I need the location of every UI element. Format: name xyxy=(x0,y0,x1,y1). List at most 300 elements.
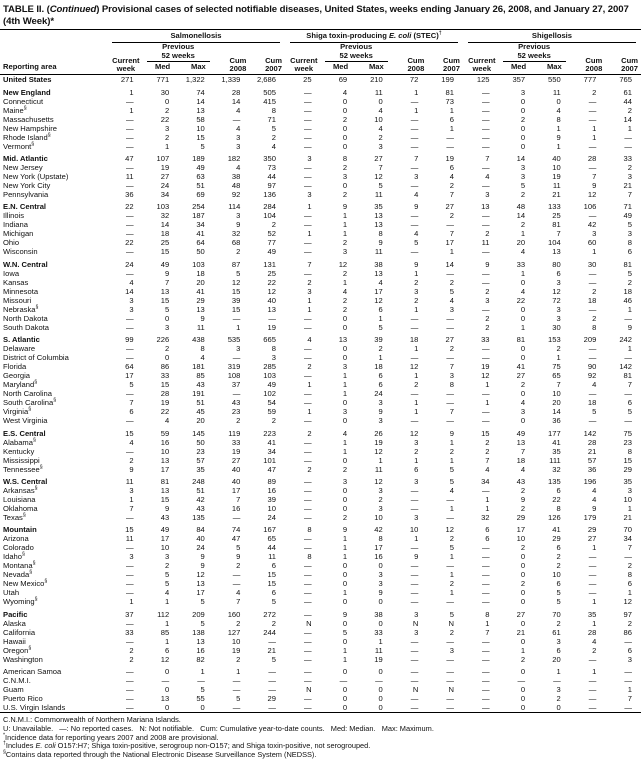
value-cell: 58 xyxy=(196,114,205,124)
table-row xyxy=(0,344,641,353)
value-cell: 86 xyxy=(623,627,632,637)
value-cell: 41 xyxy=(516,362,526,372)
value-cell: 187 xyxy=(192,211,205,221)
value-cell: 665 xyxy=(263,335,276,345)
value-cell: 1 xyxy=(449,503,454,513)
value-cell: 44 xyxy=(267,543,276,553)
value-cell: 33 xyxy=(125,627,134,637)
value-cell: 8 xyxy=(485,609,490,619)
value-cell: 1 xyxy=(414,105,419,115)
value-cell: 41 xyxy=(267,437,276,447)
value-cell: 1 xyxy=(342,380,348,390)
value-cell: 5 xyxy=(164,304,170,314)
value-cell: 5 xyxy=(129,380,134,390)
value-cell: 33 xyxy=(231,437,241,447)
value-cell: 61 xyxy=(552,627,561,637)
value-cell: 4 xyxy=(164,416,170,426)
value-cell: 30 xyxy=(160,87,170,97)
table-row xyxy=(0,278,641,287)
footnote-line xyxy=(3,751,638,760)
value-cell: — xyxy=(481,87,490,97)
value-cell: 38 xyxy=(374,259,383,269)
value-cell: — xyxy=(446,389,454,399)
value-cell: 4 xyxy=(271,141,276,151)
value-cell: 0 xyxy=(520,141,526,151)
value-cell: — xyxy=(303,503,312,513)
value-cell: 0 xyxy=(520,636,526,646)
value-cell: 17 xyxy=(516,525,526,535)
value-cell: 5 xyxy=(449,476,454,486)
area-cell: Louisiana xyxy=(3,494,36,504)
value-cell: — xyxy=(232,676,241,686)
value-cell: 102 xyxy=(263,389,276,399)
value-cell: 9 xyxy=(378,407,383,417)
value-cell: N xyxy=(306,618,312,628)
area-cell: Mid. Atlantic xyxy=(3,153,48,163)
value-cell: 2 xyxy=(307,362,312,372)
value-cell: 23 xyxy=(231,407,241,417)
value-cell: 0 xyxy=(556,703,561,713)
value-cell: 138 xyxy=(192,627,205,637)
value-cell: N xyxy=(448,685,454,695)
value-cell: 2 xyxy=(485,322,490,332)
text-part: Shiga toxin-producing xyxy=(306,31,389,40)
value-cell: 10 xyxy=(160,446,170,456)
value-cell: 15 xyxy=(160,247,170,257)
footnote-marker: § xyxy=(22,512,26,519)
value-cell: 14 xyxy=(231,96,241,106)
value-cell: 1 xyxy=(556,141,561,151)
value-cell: 2 xyxy=(485,286,490,296)
value-cell: 3 xyxy=(627,171,632,181)
value-cell: — xyxy=(481,667,490,677)
value-cell: 2 xyxy=(414,277,419,287)
value-cell: 3 xyxy=(485,295,490,305)
value-cell: — xyxy=(446,694,454,704)
value-cell: 14 xyxy=(516,211,526,221)
table-row xyxy=(0,97,641,106)
current-week-header xyxy=(107,43,143,75)
value-cell: 73 xyxy=(445,96,454,106)
value-cell: 0 xyxy=(342,561,348,571)
value-cell: 33 xyxy=(516,259,526,269)
value-cell: 0 xyxy=(342,123,348,133)
value-cell: 1 xyxy=(556,667,561,677)
value-cell: 5 xyxy=(414,238,419,248)
value-cell: 5 xyxy=(449,286,454,296)
value-cell: — xyxy=(588,268,597,278)
value-cell: — xyxy=(410,503,419,513)
value-cell: 23 xyxy=(196,446,205,456)
value-cell: 19 xyxy=(160,162,170,172)
value-cell: 40 xyxy=(267,295,276,305)
table-row xyxy=(0,260,641,269)
table-row xyxy=(0,335,641,344)
value-cell: 5 xyxy=(200,685,205,695)
value-cell: — xyxy=(588,703,597,713)
value-cell: 3 xyxy=(307,153,312,163)
value-cell: — xyxy=(303,703,312,713)
med-header: Med xyxy=(510,62,527,72)
value-cell: 1 xyxy=(414,268,419,278)
value-cell: 6 xyxy=(414,464,419,474)
value-cell: 42 xyxy=(374,525,383,535)
value-cell: — xyxy=(481,180,490,190)
value-cell: 12 xyxy=(374,476,383,486)
value-cell: 0 xyxy=(520,561,526,571)
area-cell: Florida xyxy=(3,362,27,372)
table-row xyxy=(0,685,641,694)
value-cell: 4 xyxy=(342,428,348,438)
area-cell: United States xyxy=(3,75,52,85)
value-cell: 49 xyxy=(196,162,205,172)
value-cell: 42 xyxy=(587,220,597,230)
value-cell: — xyxy=(126,132,134,142)
table-row xyxy=(0,407,641,416)
value-cell: 7 xyxy=(129,503,134,513)
previous-52-weeks-header xyxy=(499,43,570,63)
value-cell: — xyxy=(588,588,597,598)
value-cell: 43 xyxy=(196,380,205,390)
value-cell: 6 xyxy=(378,380,383,390)
value-cell: — xyxy=(410,313,419,323)
value-cell: 34 xyxy=(481,476,490,486)
table-row xyxy=(0,579,641,588)
value-cell: 24 xyxy=(125,259,134,269)
value-cell: 3 xyxy=(378,416,383,426)
value-cell: — xyxy=(446,141,454,151)
value-cell: 22 xyxy=(160,114,170,124)
value-cell: 13 xyxy=(196,304,205,314)
value-cell: 135 xyxy=(192,512,205,522)
value-cell: 36 xyxy=(552,416,561,426)
value-cell: 4 xyxy=(200,353,205,363)
value-cell: 2 xyxy=(449,627,454,637)
previous-label: Previous xyxy=(340,41,373,51)
value-cell: 24 xyxy=(267,512,276,522)
value-cell: — xyxy=(588,685,597,695)
value-cell: 12 xyxy=(267,286,276,296)
column-label: Cum 2007 xyxy=(265,55,282,74)
value-cell: 3 xyxy=(592,229,597,239)
footnote-marker: § xyxy=(28,645,32,652)
value-cell: 12 xyxy=(409,428,419,438)
value-cell: 19 xyxy=(160,398,170,408)
value-cell: 82 xyxy=(196,654,205,664)
value-cell: — xyxy=(481,703,490,713)
value-cell: 1 xyxy=(164,618,170,628)
value-cell: — xyxy=(303,211,312,221)
value-cell: 4 xyxy=(236,588,241,598)
value-cell: 1 xyxy=(414,344,419,354)
table-row xyxy=(0,287,641,296)
value-cell: 21 xyxy=(516,627,526,637)
value-cell: 8 xyxy=(307,525,312,535)
value-cell: — xyxy=(481,132,490,142)
value-cell: 3 xyxy=(307,189,312,199)
value-cell: 92 xyxy=(587,371,597,381)
value-cell: 2 xyxy=(129,645,134,655)
value-cell: 2 xyxy=(449,534,454,544)
value-cell: — xyxy=(126,588,134,598)
current-week-header xyxy=(463,43,499,75)
value-cell: — xyxy=(303,114,312,124)
value-cell: 1 xyxy=(342,371,348,381)
value-cell: 2 xyxy=(378,132,383,142)
value-cell: 2 xyxy=(485,313,490,323)
value-cell: — xyxy=(126,446,134,456)
value-cell: 41 xyxy=(552,437,561,447)
value-cell: 97 xyxy=(623,609,632,619)
value-cell: 4 xyxy=(520,286,526,296)
value-cell: 2 xyxy=(627,618,632,628)
value-cell: 57 xyxy=(587,455,597,465)
reporting-area-header: Reporting area xyxy=(3,62,57,72)
value-cell: 48 xyxy=(516,202,526,212)
value-cell: — xyxy=(303,667,312,677)
value-cell: 0 xyxy=(520,552,526,562)
value-cell: — xyxy=(446,132,454,142)
value-cell: 22 xyxy=(125,202,134,212)
value-cell: 81 xyxy=(160,476,170,486)
value-cell: 10 xyxy=(374,512,383,522)
value-cell: 7 xyxy=(520,446,526,456)
value-cell: 34 xyxy=(623,534,632,544)
value-cell: 13 xyxy=(196,105,205,115)
value-cell: 14 xyxy=(552,407,561,417)
value-cell: 2 xyxy=(449,277,454,287)
value-cell: — xyxy=(481,645,490,655)
value-cell: — xyxy=(303,561,312,571)
value-cell: 7 xyxy=(236,494,241,504)
value-cell: 20 xyxy=(552,398,561,408)
value-cell: — xyxy=(303,446,312,456)
value-cell: 1 xyxy=(307,202,312,212)
value-cell: 0 xyxy=(164,96,170,106)
value-cell: 1 xyxy=(342,552,348,562)
value-cell: 37 xyxy=(125,609,134,619)
value-cell: 6 xyxy=(627,247,632,257)
value-cell: 22 xyxy=(516,295,526,305)
value-cell: — xyxy=(481,114,490,124)
value-cell: — xyxy=(481,685,490,695)
value-cell: 1 xyxy=(342,543,348,553)
value-cell: 17 xyxy=(125,371,134,381)
value-cell: 29 xyxy=(623,464,632,474)
value-cell: 9 xyxy=(129,464,134,474)
table-row xyxy=(0,429,641,438)
cum-2007-header xyxy=(249,43,285,75)
value-cell: — xyxy=(446,494,454,504)
value-cell: 18 xyxy=(587,295,597,305)
value-cell: 11 xyxy=(268,552,276,562)
value-cell: 42 xyxy=(196,494,205,504)
value-cell: 59 xyxy=(267,407,276,417)
value-cell: 0 xyxy=(342,703,348,713)
value-cell: 3 xyxy=(378,570,383,580)
value-cell: 13 xyxy=(481,202,490,212)
value-cell: — xyxy=(303,455,312,465)
value-cell: 2 xyxy=(342,295,348,305)
value-cell: — xyxy=(624,416,632,426)
value-cell: — xyxy=(303,313,312,323)
footnote-marker: § xyxy=(53,397,57,404)
value-cell: — xyxy=(303,476,312,486)
value-cell: — xyxy=(481,654,490,664)
value-cell: 104 xyxy=(548,238,561,248)
value-cell: 0 xyxy=(342,503,348,513)
value-cell: 1 xyxy=(378,636,383,646)
text-part: † xyxy=(438,30,442,37)
value-cell: — xyxy=(303,389,312,399)
value-cell: 35 xyxy=(623,476,632,486)
value-cell: — xyxy=(303,588,312,598)
value-cell: — xyxy=(624,703,632,713)
area-cell: Puerto Rico xyxy=(3,694,43,704)
value-cell: 9 xyxy=(200,561,205,571)
value-cell: 2 xyxy=(271,416,276,426)
value-cell: 11 xyxy=(552,180,561,190)
value-cell: 3 xyxy=(342,171,348,181)
value-cell: 2 xyxy=(520,189,526,199)
value-cell: 1 xyxy=(342,437,348,447)
value-cell: — xyxy=(410,180,419,190)
footnote-marker: § xyxy=(39,464,43,470)
value-cell: 2 xyxy=(378,494,383,504)
value-cell: — xyxy=(410,141,419,151)
value-cell: 65 xyxy=(552,371,561,381)
value-cell: 35 xyxy=(552,446,561,456)
value-cell: 3 xyxy=(378,141,383,151)
value-cell: — xyxy=(446,561,454,571)
value-cell: 22 xyxy=(552,494,561,504)
value-cell: 3 xyxy=(378,398,383,408)
value-cell: 1 xyxy=(449,247,454,257)
area-cell: Rhode Island§ xyxy=(3,132,51,142)
table-row xyxy=(0,646,641,655)
value-cell: 3 xyxy=(236,211,241,221)
value-cell: 15 xyxy=(125,428,134,438)
value-cell: 15 xyxy=(267,570,276,580)
value-cell: 11 xyxy=(125,171,134,181)
value-cell: 63 xyxy=(196,171,205,181)
value-cell: 3 xyxy=(414,437,419,447)
value-cell: 1 xyxy=(164,141,170,151)
value-cell: — xyxy=(446,597,454,607)
text-part: (4th Week)* xyxy=(3,15,54,27)
value-cell: 47 xyxy=(125,153,134,163)
value-cell: 12 xyxy=(374,446,383,456)
value-cell: 3 xyxy=(627,229,632,239)
value-cell: 3 xyxy=(307,286,312,296)
value-cell: 4 xyxy=(485,171,490,181)
value-cell: 12 xyxy=(552,286,561,296)
value-cell: 2 xyxy=(342,512,348,522)
area-cell: Virginia§ xyxy=(3,406,32,417)
value-cell: 199 xyxy=(441,75,454,85)
table-row xyxy=(0,362,641,371)
value-cell: 40 xyxy=(196,534,205,544)
value-cell: 0 xyxy=(378,667,383,677)
value-cell: 2 xyxy=(520,543,526,553)
table-title xyxy=(0,0,641,29)
value-cell: — xyxy=(126,561,134,571)
value-cell: 0 xyxy=(342,353,348,363)
value-cell: — xyxy=(410,322,419,332)
table-body xyxy=(0,75,641,713)
value-cell: 41 xyxy=(552,525,561,535)
value-cell: — xyxy=(446,512,454,522)
value-cell: 7 xyxy=(449,362,454,372)
area-cell: Oklahoma xyxy=(3,503,38,513)
value-cell: 0 xyxy=(378,618,383,628)
value-cell: 5 xyxy=(271,654,276,664)
value-cell: — xyxy=(126,247,134,257)
value-cell: 19 xyxy=(231,645,241,655)
value-cell: 2 xyxy=(592,645,597,655)
value-cell: — xyxy=(481,268,490,278)
value-cell: 18 xyxy=(587,398,597,408)
value-cell: 1 xyxy=(414,407,419,417)
value-cell: 74 xyxy=(231,525,241,535)
area-cell: E.N. Central xyxy=(3,202,47,212)
value-cell: 14 xyxy=(623,114,632,124)
value-cell: 27 xyxy=(445,202,454,212)
value-cell: 1 xyxy=(592,667,597,677)
value-cell: 0 xyxy=(200,703,205,713)
value-cell: 1 xyxy=(129,597,134,607)
text-part: ) Provisional cases of selected notifiable diseases, United States, weeks ending January 26, 2008, and January 27, 2007 xyxy=(96,4,629,15)
table-row xyxy=(0,543,641,552)
value-cell: — xyxy=(268,313,276,323)
value-cell: 80 xyxy=(552,259,561,269)
value-cell: 2 xyxy=(236,561,241,571)
value-cell: — xyxy=(126,618,134,628)
area-cell: New England xyxy=(3,87,51,97)
value-cell: — xyxy=(410,220,419,230)
value-cell: — xyxy=(303,416,312,426)
value-cell: 7 xyxy=(449,189,454,199)
value-cell: — xyxy=(588,579,597,589)
value-cell: 4 xyxy=(592,494,597,504)
value-cell: 226 xyxy=(156,335,170,345)
area-cell: Arkansas§ xyxy=(3,485,38,495)
table-row xyxy=(0,142,641,151)
value-cell: 32 xyxy=(481,512,490,522)
value-cell: 0 xyxy=(520,667,526,677)
value-cell: 777 xyxy=(583,75,597,85)
value-cell: — xyxy=(481,211,490,221)
value-cell: 7 xyxy=(378,162,383,172)
value-cell: 8 xyxy=(449,380,454,390)
value-cell: 3 xyxy=(556,636,561,646)
value-cell: 21 xyxy=(552,189,561,199)
value-cell: 3 xyxy=(129,295,134,305)
value-cell: 114 xyxy=(228,202,241,212)
value-cell: 9 xyxy=(592,503,597,513)
previous-52-weeks-header xyxy=(321,43,392,63)
value-cell: 4 xyxy=(414,189,419,199)
text-part: U: Unavailable. —: No reported cases. N: Not notifiable. Cum: Cumulative year-to-date counts. Med: Median. Max: Maximum. xyxy=(3,723,434,733)
value-cell: — xyxy=(126,543,134,553)
value-cell: — xyxy=(126,96,134,106)
value-cell: 285 xyxy=(263,362,276,372)
value-cell: — xyxy=(126,162,134,172)
value-cell: 15 xyxy=(125,525,134,535)
value-cell: — xyxy=(624,667,632,677)
table-row xyxy=(0,534,641,543)
value-cell: — xyxy=(624,636,632,646)
